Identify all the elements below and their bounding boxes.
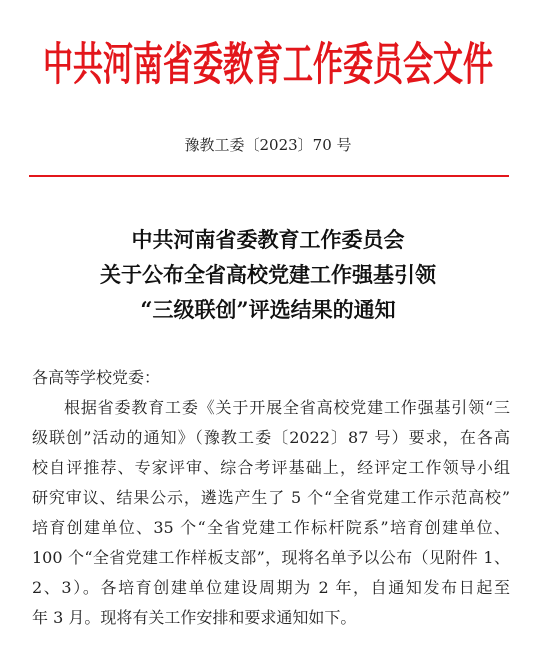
- document-header-title: 中共河南省委教育工作委员会文件: [43, 39, 493, 92]
- notice-title-line: 关于公布全省高校党建工作强基引领: [100, 262, 436, 287]
- body-paragraph: [32, 393, 510, 633]
- salutation: 各高等学校党委：: [32, 368, 161, 387]
- body-line: 培育创建单位、35 个“全省党建工作标杆院系”培育创建单位、: [32, 518, 510, 537]
- header-red-rule: [29, 175, 509, 177]
- body-line: 校自评推荐、专家评审、综合考评基础上，经评定工作领导小组: [32, 458, 510, 477]
- notice-title-line: “三级联创”评选结果的通知: [140, 297, 396, 322]
- body-line: 研究审议、结果公示，遴选产生了 5 个“全省党建工作示范高校”: [32, 488, 510, 507]
- body-line: 级联创”活动的通知》（豫教工委〔2022〕87 号）要求，在各高: [32, 428, 510, 447]
- body-line: 年 3 月。现将有关工作安排和要求通知如下。: [32, 608, 357, 627]
- body-line: 100 个“全省党建工作样板支部”，现将名单予以公布（见附件 1、: [32, 548, 510, 567]
- body-line: 根据省委教育工委《关于开展全省高校党建工作强基引领“三: [64, 398, 510, 417]
- notice-title: [0, 222, 536, 327]
- body-line: 2、3）。各培育创建单位建设周期为 2 年，自通知发布日起至: [32, 578, 510, 597]
- notice-title-line: 中共河南省委教育工作委员会: [131, 227, 405, 252]
- document-number: 豫教工委〔2023〕70 号: [184, 136, 352, 154]
